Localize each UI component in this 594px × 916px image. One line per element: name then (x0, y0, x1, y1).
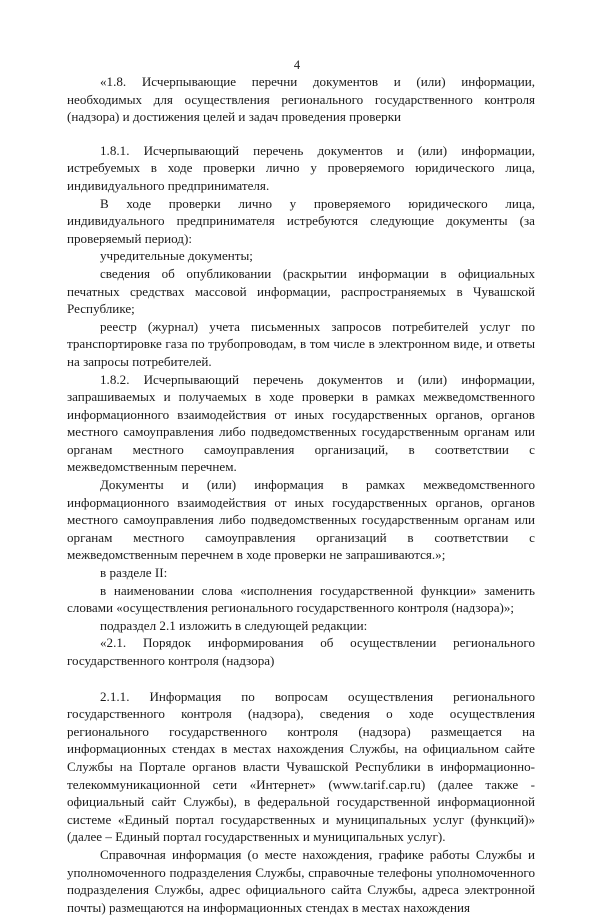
list-item-request-registry: реестр (журнал) учета письменных запросов потребителей услуг по транспортировке газа по трубопроводам, в том числе в электронном виде, и ответы на запросы потребителей. (67, 318, 535, 369)
paragraph-reference-info: Справочная информация (о месте нахождения, графике работы Службы и уполномоченного подразделения Службы, справочные телефоны уполномоченного подразделения Службы, адрес официального сайта Службы, адреса электронной почты) размещаются на информационных стендах в местах нахождения (67, 846, 535, 915)
paragraph-1-8-1: 1.8.1. Исчерпывающий перечень документов и (или) информации, истребуемых в ходе проверки лично у проверяемого юридического лица, индивидуального предпринимателя. (67, 142, 535, 193)
paragraph-2-1-1: 2.1.1. Информация по вопросам осуществления регионального государственного контроля (надзора), сведения о ходе осуществления регионального государственного контроля (надзора) размещается на информационных стендах в местах нахождения Службы, на официальном сайте Службы на Портале органов власти Чувашской Республики в информационно-телекоммуникационной сети «Интернет» (www.tarif.cap.ru) (далее также - официальный сайт Службы), в федеральной государственной информационной системе «Единый портал государственных и муниципальных услуг (функций)» (далее – Единый портал государственных и муниципальных услуг). (67, 688, 535, 845)
section-heading-1-8: «1.8. Исчерпывающие перечни документов и (или) информации, необходимых для осуществления регионального государственного контроля (надзора) и достижения целей и задач проведения проверки (67, 74, 535, 125)
paragraph-section-ii: в разделе II: (100, 565, 168, 581)
paragraph-interagency-info: Документы и (или) информация в рамках межведомственного информационного взаимодействия от иных государственных органов, органов местного самоуправления либо подведомственных государственным органам или органам местного самоуправления организаций в соответствии с межведомственным перечнем в ходе проверки не запрашиваются.»; (67, 477, 535, 563)
list-item-founding-documents: учредительные документы; (100, 248, 253, 264)
paragraph-1-8-2: 1.8.2. Исчерпывающий перечень документов и (или) информации, запрашиваемых и получаемых в ходе проверки в рамках межведомственного информационного взаимодействия от иных государственных органов, органов местного самоуправления либо подведомственных государственным органам или органам местного самоуправления организаций, в соответствии с межведомственным перечнем. (67, 371, 535, 475)
paragraph-subsection-2-1-intro: подраздел 2.1 изложить в следующей редакции: (100, 617, 368, 633)
section-heading-2-1: «2.1. Порядок информирования об осуществлении регионального государственного контроля (надзора) (67, 635, 535, 668)
paragraph-documents-requested: В ходе проверки лично у проверяемого юридического лица, индивидуального предпринимателя истребуются следующие документы (за проверяемый период): (67, 195, 535, 246)
list-item-publication-info: сведения об опубликовании (раскрытии информации в официальных печатных средствах массовой информации, распространяемых в Чувашской Республике; (67, 265, 535, 317)
paragraph-title-replacement: в наименовании слова «исполнения государственной функции» заменить словами «осуществления регионального государственного контроля (надзора)»; (67, 582, 535, 616)
page-number: 4 (293, 58, 301, 72)
document-body (67, 73, 535, 916)
